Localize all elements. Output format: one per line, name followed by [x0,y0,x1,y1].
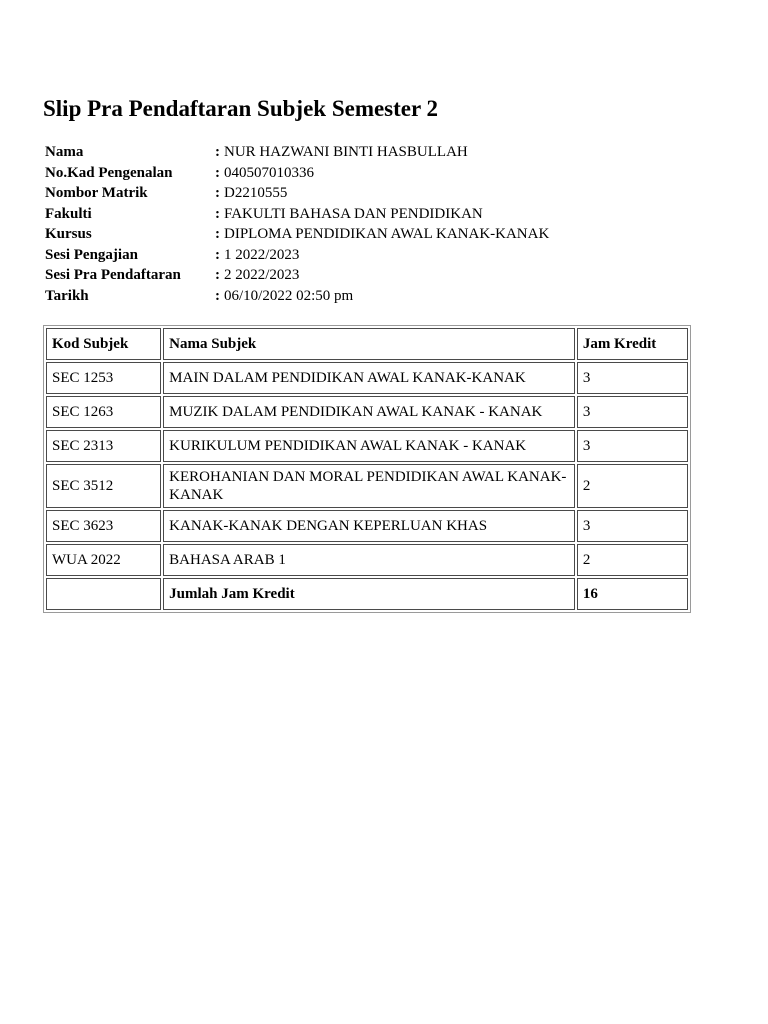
subject-code: SEC 1253 [46,362,161,394]
info-value: D2210555 [224,185,288,201]
header-kod-subjek: Kod Subjek [46,328,161,360]
subject-code: SEC 2313 [46,430,161,462]
subject-name: BAHASA ARAB 1 [163,544,575,576]
table-header-row [46,328,688,360]
info-colon: : [215,185,220,201]
subject-credit: 3 [577,510,688,542]
header-jam-kredit: Jam Kredit [577,328,688,360]
info-colon: : [215,267,220,283]
info-row-ic [45,163,549,184]
table-row [46,544,688,576]
total-label: Jumlah Jam Kredit [163,578,575,610]
subject-name: KANAK-KANAK DENGAN KEPERLUAN KHAS [163,510,575,542]
info-label: No.Kad Pengenalan [45,164,173,181]
student-info [45,142,549,306]
info-row-nama [45,142,549,163]
info-value: DIPLOMA PENDIDIKAN AWAL KANAK-KANAK [224,226,550,242]
info-label: Kursus [45,226,92,242]
info-value: 1 2022/2023 [224,246,300,263]
info-row-tarikh [45,286,549,307]
info-value: FAKULTI BAHASA DAN PENDIDIKAN [224,205,483,222]
info-colon: : [215,144,220,160]
subject-name: MAIN DALAM PENDIDIKAN AWAL KANAK-KANAK [163,362,575,394]
info-colon: : [215,164,220,181]
info-label: Sesi Pra Pendaftaran [45,267,181,283]
table-row [46,430,688,462]
subject-name: KURIKULUM PENDIDIKAN AWAL KANAK - KANAK [163,430,575,462]
info-label: Fakulti [45,205,92,222]
info-row-sesi-pra [45,265,549,286]
total-credit-value: 16 [577,578,688,610]
subject-credit: 2 [577,544,688,576]
subject-code: SEC 1263 [46,396,161,428]
info-label: Tarikh [45,287,89,304]
info-colon: : [215,287,220,304]
subject-code: SEC 3512 [46,464,161,508]
subject-credit: 3 [577,430,688,462]
subject-name: KEROHANIAN DAN MORAL PENDIDIKAN AWAL KANAK-KANAK [163,464,575,508]
table-total-row [46,578,688,610]
table-row [46,510,688,542]
info-value: 040507010336 [224,164,314,181]
subject-credit: 3 [577,362,688,394]
subject-code: WUA 2022 [46,544,161,576]
info-row-matrik [45,183,549,204]
info-value: 06/10/2022 02:50 pm [224,287,354,304]
info-colon: : [215,226,220,242]
info-label: Nama [45,144,84,160]
info-colon: : [215,205,220,222]
table-row [46,396,688,428]
info-row-sesi-pengajian [45,245,549,266]
subject-credit: 2 [577,464,688,508]
info-row-fakulti [45,204,549,225]
subject-code: SEC 3623 [46,510,161,542]
subjects-table [43,325,691,613]
info-colon: : [215,246,220,263]
info-value: 2 2022/2023 [224,267,300,283]
header-nama-subjek: Nama Subjek [163,328,575,360]
page-title: Slip Pra Pendaftaran Subjek Semester 2 [43,96,439,121]
total-empty-cell [46,578,161,610]
info-label: Sesi Pengajian [45,246,138,263]
info-row-kursus [45,224,549,245]
table-row [46,362,688,394]
table-row [46,464,688,508]
info-label: Nombor Matrik [45,185,148,201]
info-value: NUR HAZWANI BINTI HASBULLAH [224,144,468,160]
subject-credit: 3 [577,396,688,428]
subject-name: MUZIK DALAM PENDIDIKAN AWAL KANAK - KANAK [163,396,575,428]
